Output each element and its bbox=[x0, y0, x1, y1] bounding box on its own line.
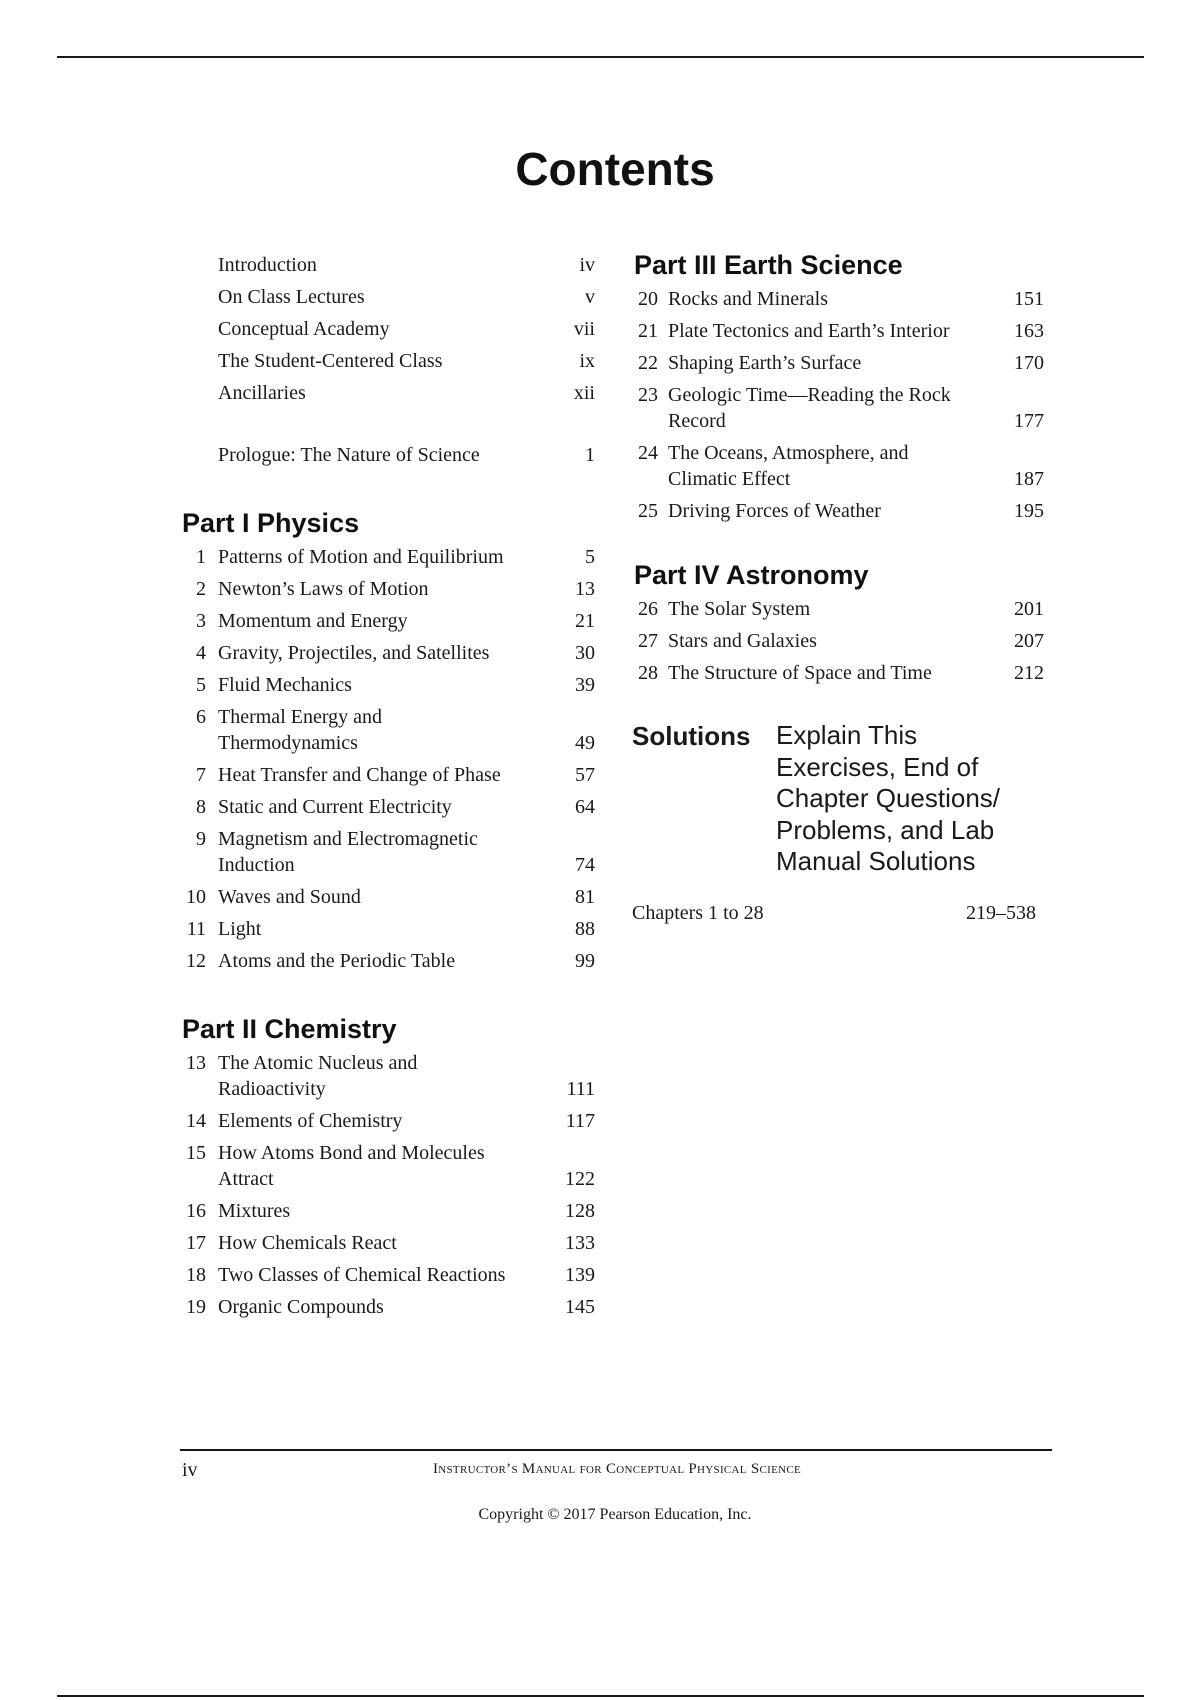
toc-chapter-title: Light bbox=[218, 918, 262, 940]
toc-chapter-page: 195 bbox=[1014, 500, 1044, 522]
toc-chapter-title: The Solar System bbox=[668, 598, 811, 620]
toc-chapter-title: Momentum and Energy bbox=[218, 610, 408, 632]
toc-entry[interactable] bbox=[180, 348, 595, 374]
toc-chapter-page: 81 bbox=[575, 886, 595, 908]
toc-chapter-title: Newton’s Laws of Motion bbox=[218, 578, 429, 600]
solutions-section bbox=[632, 720, 1044, 878]
toc-chapter-page: 201 bbox=[1014, 598, 1044, 620]
toc-chapter-title: Thermal Energy and Thermodynamics bbox=[218, 706, 383, 754]
toc-chapter-title: Atoms and the Periodic Table bbox=[218, 950, 456, 972]
toc-chapter-number: 5 bbox=[196, 674, 206, 696]
page-title: Contents bbox=[515, 143, 715, 195]
toc-chapter-number: 3 bbox=[196, 610, 206, 632]
toc-chapter-entry[interactable] bbox=[180, 640, 595, 666]
toc-chapter-title: Fluid Mechanics bbox=[218, 674, 352, 696]
toc-chapter-number: 10 bbox=[186, 886, 206, 908]
toc-chapter-page: 139 bbox=[565, 1264, 595, 1286]
toc-chapter-page: 39 bbox=[575, 674, 595, 696]
toc-chapter-number: 25 bbox=[638, 500, 658, 522]
toc-entry[interactable] bbox=[180, 380, 595, 406]
part-heading-physics[interactable]: Part I Physics bbox=[182, 508, 360, 538]
toc-entry-page: iv bbox=[579, 254, 595, 276]
toc-entry-prologue[interactable] bbox=[180, 442, 595, 468]
toc-chapter-number: 17 bbox=[186, 1232, 206, 1254]
toc-chapter-page: 145 bbox=[565, 1296, 595, 1318]
toc-entry-label: Conceptual Academy bbox=[218, 318, 390, 340]
toc-chapter-entry[interactable] bbox=[632, 286, 1044, 312]
toc-entry-page: v bbox=[585, 286, 595, 308]
top-rule bbox=[57, 56, 1144, 58]
toc-chapter-title: Driving Forces of Weather bbox=[668, 500, 881, 522]
part-heading-chemistry[interactable]: Part II Chemistry bbox=[182, 1014, 397, 1044]
bottom-rule bbox=[57, 1695, 1144, 1697]
toc-chapter-page: 74 bbox=[575, 854, 595, 876]
toc-chapter-page: 122 bbox=[565, 1168, 595, 1190]
toc-chapter-entry[interactable] bbox=[180, 544, 595, 570]
solutions-description: Explain This Exercises, End of Chapter Questions/ Problems, and Lab Manual Solutions bbox=[776, 720, 1001, 876]
toc-chapter-entry[interactable] bbox=[632, 440, 1044, 492]
toc-chapter-title: The Atomic Nucleus and Radioactivity bbox=[218, 1052, 418, 1100]
toc-chapter-number: 22 bbox=[638, 352, 658, 374]
toc-entry-label: Ancillaries bbox=[218, 382, 306, 404]
toc-chapter-entry[interactable] bbox=[180, 1262, 595, 1288]
toc-chapter-title: Shaping Earth’s Surface bbox=[668, 352, 862, 374]
toc-chapter-page: 133 bbox=[565, 1232, 595, 1254]
toc-chapter-title: Waves and Sound bbox=[218, 886, 361, 908]
toc-chapter-number: 6 bbox=[196, 706, 206, 728]
toc-chapter-entry[interactable] bbox=[180, 1230, 595, 1256]
toc-chapter-number: 4 bbox=[196, 642, 206, 664]
toc-chapter-page: 177 bbox=[1014, 410, 1044, 432]
solutions-chapters-page: 219–538 bbox=[966, 902, 1036, 924]
toc-chapter-page: 64 bbox=[575, 796, 595, 818]
toc-chapter-title: How Atoms Bond and Molecules Attract bbox=[218, 1142, 485, 1190]
toc-chapter-entry[interactable] bbox=[180, 1050, 595, 1102]
chapter-list-earth-science bbox=[632, 286, 1044, 524]
toc-entry-page: 1 bbox=[585, 444, 595, 466]
toc-chapter-number: 7 bbox=[196, 764, 206, 786]
toc-entry-label: Prologue: The Nature of Science bbox=[218, 444, 480, 466]
toc-chapter-page: 111 bbox=[566, 1078, 595, 1100]
toc-chapter-entry[interactable] bbox=[180, 608, 595, 634]
toc-chapter-number: 18 bbox=[186, 1264, 206, 1286]
toc-chapter-entry[interactable] bbox=[632, 498, 1044, 524]
toc-chapter-number: 2 bbox=[196, 578, 206, 600]
toc-chapter-title: Plate Tectonics and Earth’s Interior bbox=[668, 320, 950, 342]
toc-entry-page: vii bbox=[573, 318, 595, 340]
toc-chapter-page: 57 bbox=[575, 764, 595, 786]
part-heading-astronomy[interactable]: Part IV Astronomy bbox=[634, 560, 869, 590]
footer-rule bbox=[180, 1449, 1052, 1451]
toc-chapter-number: 20 bbox=[638, 288, 658, 310]
toc-chapter-number: 12 bbox=[186, 950, 206, 972]
toc-chapter-entry[interactable] bbox=[632, 318, 1044, 344]
toc-chapter-entry[interactable] bbox=[180, 794, 595, 820]
toc-chapter-page: 88 bbox=[575, 918, 595, 940]
toc-chapter-entry[interactable] bbox=[632, 596, 1044, 622]
toc-entry[interactable] bbox=[180, 252, 595, 278]
toc-chapter-number: 28 bbox=[638, 662, 658, 684]
toc-chapter-number: 11 bbox=[186, 918, 206, 940]
toc-chapter-entry[interactable] bbox=[180, 576, 595, 602]
toc-chapter-entry[interactable] bbox=[180, 1198, 595, 1224]
toc-chapter-entry[interactable] bbox=[632, 350, 1044, 376]
toc-chapter-page: 117 bbox=[565, 1110, 595, 1132]
toc-right-column bbox=[632, 252, 1044, 926]
solutions-heading[interactable]: Solutions bbox=[632, 721, 751, 751]
toc-chapter-entry[interactable] bbox=[180, 1294, 595, 1320]
toc-chapter-number: 24 bbox=[638, 442, 658, 464]
toc-chapter-number: 8 bbox=[196, 796, 206, 818]
toc-chapter-number: 27 bbox=[638, 630, 658, 652]
toc-chapter-entry[interactable] bbox=[180, 948, 595, 974]
toc-chapter-number: 9 bbox=[196, 828, 206, 850]
toc-chapter-page: 212 bbox=[1014, 662, 1044, 684]
toc-chapter-page: 170 bbox=[1014, 352, 1044, 374]
toc-chapter-entry[interactable] bbox=[180, 1140, 595, 1192]
toc-chapter-number: 19 bbox=[186, 1296, 206, 1318]
toc-chapter-page: 151 bbox=[1014, 288, 1044, 310]
toc-entry-page: xii bbox=[573, 382, 595, 404]
toc-chapter-title: Patterns of Motion and Equilibrium bbox=[218, 546, 504, 568]
part-heading-earth-science[interactable]: Part III Earth Science bbox=[634, 250, 903, 280]
chapter-list-chemistry bbox=[180, 1050, 595, 1320]
toc-entry-label: The Student-Centered Class bbox=[218, 350, 443, 372]
toc-chapter-number: 26 bbox=[638, 598, 658, 620]
toc-chapter-number: 13 bbox=[186, 1052, 206, 1074]
toc-chapter-title: Heat Transfer and Change of Phase bbox=[218, 764, 501, 786]
toc-chapter-entry[interactable] bbox=[180, 672, 595, 698]
toc-chapter-page: 99 bbox=[575, 950, 595, 972]
toc-chapter-number: 14 bbox=[186, 1110, 206, 1132]
toc-chapter-number: 15 bbox=[186, 1142, 206, 1164]
toc-entry[interactable] bbox=[180, 284, 595, 310]
footer-running-title: Instructor’s Manual for Conceptual Physical Science bbox=[432, 1461, 802, 1477]
toc-chapter-title: Geologic Time—Reading the Rock Record bbox=[668, 384, 951, 432]
toc-chapter-title: The Structure of Space and Time bbox=[668, 662, 932, 684]
toc-chapter-page: 49 bbox=[575, 732, 595, 754]
toc-entry-label: Introduction bbox=[218, 254, 317, 276]
toc-entry-label: On Class Lectures bbox=[218, 286, 365, 308]
toc-chapter-entry[interactable] bbox=[632, 382, 1044, 434]
toc-chapter-page: 207 bbox=[1014, 630, 1044, 652]
toc-chapter-title: Elements of Chemistry bbox=[218, 1110, 403, 1132]
toc-left-column bbox=[180, 252, 595, 1326]
toc-chapter-title: Mixtures bbox=[218, 1200, 291, 1222]
toc-chapter-entry[interactable] bbox=[180, 1108, 595, 1134]
toc-chapter-number: 1 bbox=[196, 546, 206, 568]
toc-chapter-entry[interactable] bbox=[180, 704, 595, 756]
toc-chapter-title: Rocks and Minerals bbox=[668, 288, 828, 310]
toc-chapter-number: 23 bbox=[638, 384, 658, 406]
toc-chapter-title: Two Classes of Chemical Reactions bbox=[218, 1264, 506, 1286]
toc-chapter-entry[interactable] bbox=[180, 826, 595, 878]
toc-chapter-page: 187 bbox=[1014, 468, 1044, 490]
toc-entry-page: ix bbox=[579, 350, 595, 372]
chapter-list-physics bbox=[180, 544, 595, 974]
solutions-chapters-label: Chapters 1 to 28 bbox=[632, 902, 764, 924]
toc-chapter-entry[interactable] bbox=[632, 660, 1044, 686]
footer-page-number: iv bbox=[182, 1459, 198, 1481]
toc-chapter-page: 128 bbox=[565, 1200, 595, 1222]
toc-chapter-entry[interactable] bbox=[180, 762, 595, 788]
toc-chapter-page: 21 bbox=[575, 610, 595, 632]
chapter-list-astronomy bbox=[632, 596, 1044, 686]
toc-chapter-entry[interactable] bbox=[180, 884, 595, 910]
toc-chapter-page: 30 bbox=[575, 642, 595, 664]
toc-chapter-number: 16 bbox=[186, 1200, 206, 1222]
copyright-notice: Copyright © 2017 Pearson Education, Inc. bbox=[478, 1506, 752, 1523]
solutions-chapters-entry[interactable] bbox=[632, 900, 1044, 926]
toc-chapter-title: Magnetism and Electromagnetic Induction bbox=[218, 828, 478, 876]
toc-entry[interactable] bbox=[180, 316, 595, 342]
toc-chapter-title: How Chemicals React bbox=[218, 1232, 397, 1254]
toc-chapter-page: 163 bbox=[1014, 320, 1044, 342]
toc-chapter-title: The Oceans, Atmosphere, and Climatic Effect bbox=[668, 442, 909, 490]
toc-chapter-title: Stars and Galaxies bbox=[668, 630, 817, 652]
toc-chapter-title: Static and Current Electricity bbox=[218, 796, 452, 818]
toc-chapter-title: Gravity, Projectiles, and Satellites bbox=[218, 642, 490, 664]
toc-chapter-title: Organic Compounds bbox=[218, 1296, 384, 1318]
toc-chapter-entry[interactable] bbox=[180, 916, 595, 942]
toc-chapter-number: 21 bbox=[638, 320, 658, 342]
toc-chapter-page: 13 bbox=[575, 578, 595, 600]
toc-chapter-page: 5 bbox=[585, 546, 595, 568]
toc-chapter-entry[interactable] bbox=[632, 628, 1044, 654]
